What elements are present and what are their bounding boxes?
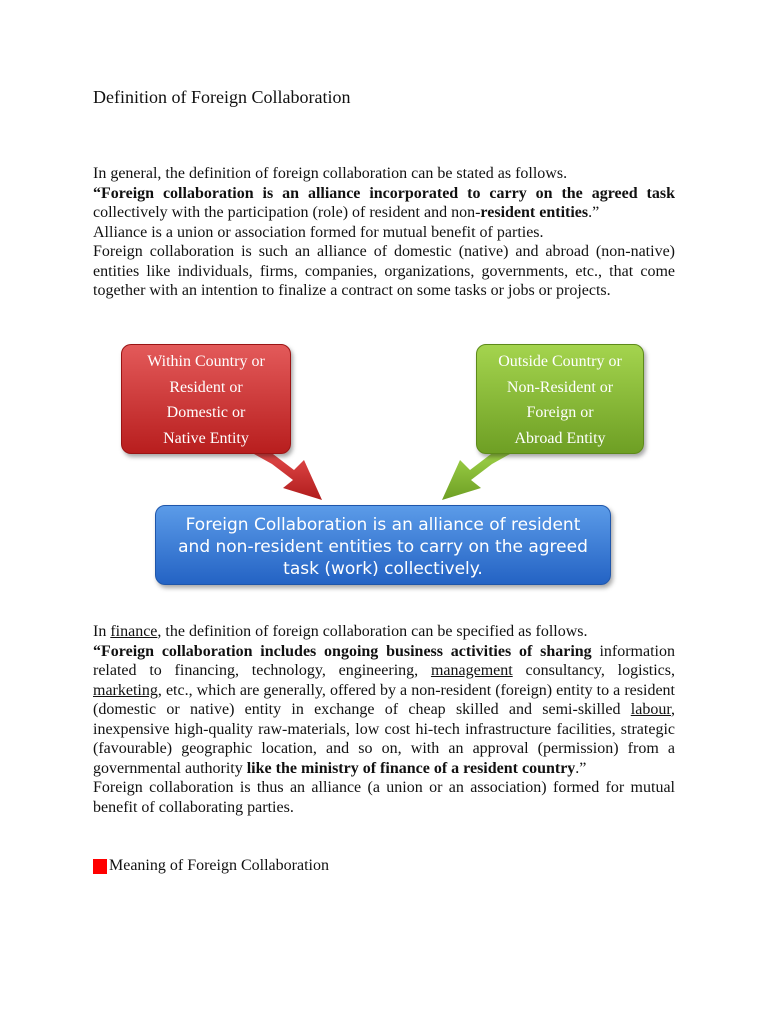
- finance-text-4: , inexpensive high-quality raw-materials, low cost hi-tech infrastructure facilities, strategic (favourable) geographic location, and so on, with an approval (permission) from a governmental authority: [93, 701, 675, 777]
- finance-bold-end: like the ministry of finance of a resident country: [246, 759, 576, 777]
- intro-quote: [93, 184, 675, 223]
- red-arrow: [254, 454, 322, 500]
- box-line: Domestic or: [166, 404, 246, 421]
- box-line: Non-Resident or: [506, 378, 614, 396]
- quote-bold-end: resident entities: [480, 204, 589, 221]
- box-line: task (work) collectively.: [283, 559, 483, 579]
- collaboration-definition-box: [155, 505, 611, 585]
- green-arrow: [442, 454, 510, 500]
- text-in: In: [93, 623, 111, 640]
- finance-text-3: , etc., which are generally, offered by a non-resident (foreign) entity to a resident (domestic or native) entity in exchange of cheap skilled and semi-skilled: [93, 681, 675, 718]
- management-link[interactable]: management: [430, 662, 513, 679]
- finance-quote: [93, 642, 675, 779]
- labour-link[interactable]: labour: [630, 701, 671, 718]
- finance-intro-text: , the definition of foreign collaboration can be specified as follows.: [157, 623, 588, 640]
- red-square-icon: [93, 859, 107, 874]
- box-line: and non-resident entities to carry on the agreed: [178, 537, 588, 557]
- finance-conclusion: Foreign collaboration is thus an alliance (a union or an association) formed for mutual benefit of collaborating parties.: [93, 779, 675, 816]
- box-line: Foreign or: [526, 404, 594, 421]
- quote-text: collectively with the participation (role) of resident and non-: [93, 204, 481, 221]
- finance-section: [93, 622, 675, 817]
- finance-intro: [93, 622, 675, 642]
- box-line: Foreign Collaboration is an alliance of resident: [185, 515, 581, 535]
- page-title: Definition of Foreign Collaboration: [93, 87, 351, 107]
- box-line: Abroad Entity: [514, 429, 606, 447]
- alliance-line: Alliance is a union or association formed for mutual benefit of parties.: [93, 223, 544, 241]
- finance-quote-bold: “Foreign collaboration includes ongoing business activities of sharing: [93, 642, 592, 660]
- non-resident-entity-box: [476, 344, 644, 454]
- box-line: Native Entity: [163, 429, 249, 447]
- resident-entity-box: [121, 344, 291, 454]
- finance-close: .”: [575, 759, 587, 777]
- finance-link[interactable]: finance: [110, 623, 158, 640]
- box-line: Outside Country or: [498, 353, 622, 370]
- section-heading: [93, 857, 329, 875]
- finance-text-1: information related to financing, technology, engineering,: [93, 642, 675, 679]
- quote-close: .”: [588, 204, 600, 221]
- intro-line: In general, the definition of foreign collaboration can be stated as follows.: [93, 165, 568, 182]
- collaboration-diagram: [118, 342, 652, 590]
- quote-bold: “Foreign collaboration is an alliance incorporated to carry on the agreed task: [93, 184, 675, 202]
- box-line: Resident or: [169, 378, 243, 396]
- intro-section: [93, 164, 675, 301]
- section-heading-text: Meaning of Foreign Collaboration: [109, 857, 329, 874]
- foreign-paragraph: Foreign collaboration is such an alliance of domestic (native) and abroad (non-native) entities like individuals, firms, companies, organizations, governments, etc., that come together with an intention to finalize a contract on some tasks or jobs or projects.: [93, 243, 675, 299]
- box-line: Within Country or: [147, 353, 265, 370]
- finance-text-2: consultancy, logistics,: [512, 662, 676, 679]
- marketing-link[interactable]: marketing: [93, 681, 158, 699]
